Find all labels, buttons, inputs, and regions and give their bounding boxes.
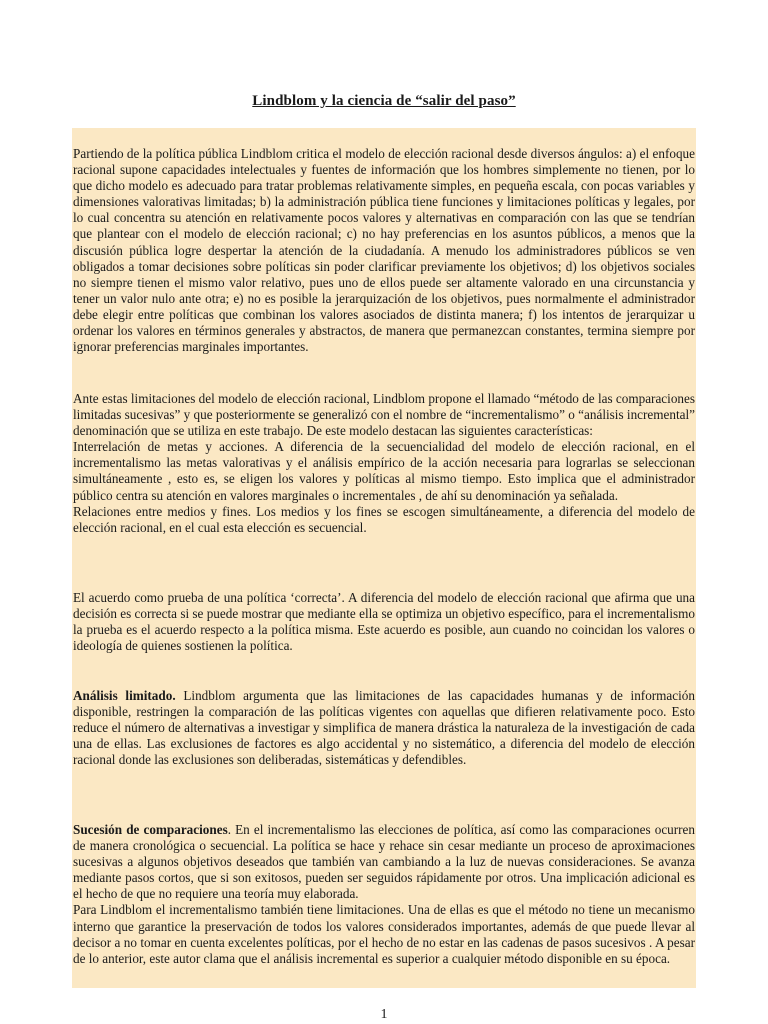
document-title: Lindblom y la ciencia de “salir del paso”	[252, 93, 516, 109]
paragraph-limited-analysis	[73, 688, 695, 768]
paragraph-successive-comparisons	[73, 822, 695, 967]
paragraph-line-means-ends: Relaciones entre medios y fines. Los medios y los fines se escogen simultáneamente, a diferencia del modelo de elección racional, en el cual esta elección es secuencial.	[73, 503, 695, 535]
paragraph-text: Lindblom argumenta que las limitaciones de las capacidades humanas y de información disponible, restringen la comparación de las políticas vigentes con aquellas que difieren relativamente poco. Esto reduce el número de alternativas a investigar y simplifica de manera drástica la naturaleza de la investigación de cada una de ellas. Las exclusiones de factores es algo accidental y no sistemático, a diferencia del modelo de elección racional donde las exclusiones son deliberadas, sistemáticas y defendibles.	[73, 688, 695, 768]
paragraph-incremental-method	[73, 391, 695, 536]
paragraph-text: Ante estas limitaciones del modelo de elección racional, Lindblom propone el llamado “método de las comparaciones limitadas sucesivas” y que posteriormente se generalizó con el nombre de “incrementalismo” o “análisis incremental” denominación que se utiliza en este trabajo. De este modelo destacan las siguientes características:	[73, 391, 695, 439]
paragraph-agreement-test	[73, 590, 695, 654]
paragraph-line-goals-actions: Interrelación de metas y acciones. A diferencia de la secuencialidad del modelo de elección racional, en el incrementalismo las metas valorativas y el análisis empírico de la acción necesaria para lograrlas se seleccionan simultáneamente , esto es, se eligen los valores y políticas al mismo tiempo. Esto implica que el administrador público centra su atención en valores marginales o incrementales , de ahí su denominación ya señalada.	[73, 439, 695, 503]
paragraph-text: El acuerdo como prueba de una política ‘correcta’. A diferencia del modelo de elección racional que afirma que una decisión es correcta si se puede mostrar que mediante ella se optimiza un objetivo específico, para el incrementalismo la prueba es el acuerdo respecto a la política misma. Este acuerdo es posible, aun cuando no coincidan los valores o ideología de quienes sostienen la política.	[73, 590, 695, 654]
paragraph-text: Partiendo de la política pública Lindblom critica el modelo de elección racional desde diversos ángulos: a) el enfoque racional supone capacidades intelectuales y fuentes de información que los hombres simplemente no tienen, por lo que dicho modelo es adecuado para tratar problemas relativamente simples, en pequeña escala, con pocas variables y dimensiones valorativas limitadas; b) la administración pública tiene funciones y limitaciones políticas y legales, por lo cual concentra su atención en relativamente pocos valores y alternativas en comparación con las que se tendrían que plantear con el modelo de elección racional; c) no hay preferencias en los asuntos públicos, a menos que la discusión pública logre despertar la atención de la ciudadanía. A menudo los administradores públicos se ven obligados a tomar decisiones sobre políticas sin poder clarificar previamente los objetivos; d) los objetivos sociales no siempre tienen el mismo valor relativo, pues uno de ellos puede ser altamente valorado en una circunstancia y tener un valor nulo ante otra; e) no es posible la jerarquización de los objetivos, pues normalmente el administrador debe elegir entre políticas que combinan los valores asociados de distinta manera; f) los intentos de jerarquizar u ordenar los valores en términos generales y abstractos, de manera que permanezcan constantes, termina siempre por ignorar preferencias marginales importantes.	[73, 146, 695, 355]
paragraph-rational-critique	[73, 146, 695, 355]
paragraph-text: . En el incrementalismo las elecciones de política, así como las comparaciones ocurren de manera cronológica o secuencial. La política se hace y rehace sin cesar mediante un proceso de aproximaciones sucesivas a algunos objetivos deseados que también van cambiando a la luz de nuevas consideraciones. Se avanza mediante pasos cortos, que si son exitosos, pueden ser seguidos rápidamente por otros. Una implicación adicional es el hecho de que no requiere una teoría muy elaborada.	[73, 822, 695, 902]
paragraph-line-limitations: Para Lindblom el incrementalismo también tiene limitaciones. Una de ellas es que el método no tiene un mecanismo interno que garantice la preservación de todos los valores considerados importantes, además de que puede llevar al decisor a no tomar en cuenta excelentes políticas, por el hecho de no estar en las cadenas de pasos sucesivos . A pesar de lo anterior, este autor clama que el análisis incremental es superior a cualquier método disponible en su época.	[73, 902, 695, 966]
paragraph-lead-heading: Sucesión de comparaciones	[73, 822, 228, 837]
paragraph-lead-heading: Análisis limitado.	[73, 688, 176, 703]
page-number: 1	[380, 1007, 388, 1022]
